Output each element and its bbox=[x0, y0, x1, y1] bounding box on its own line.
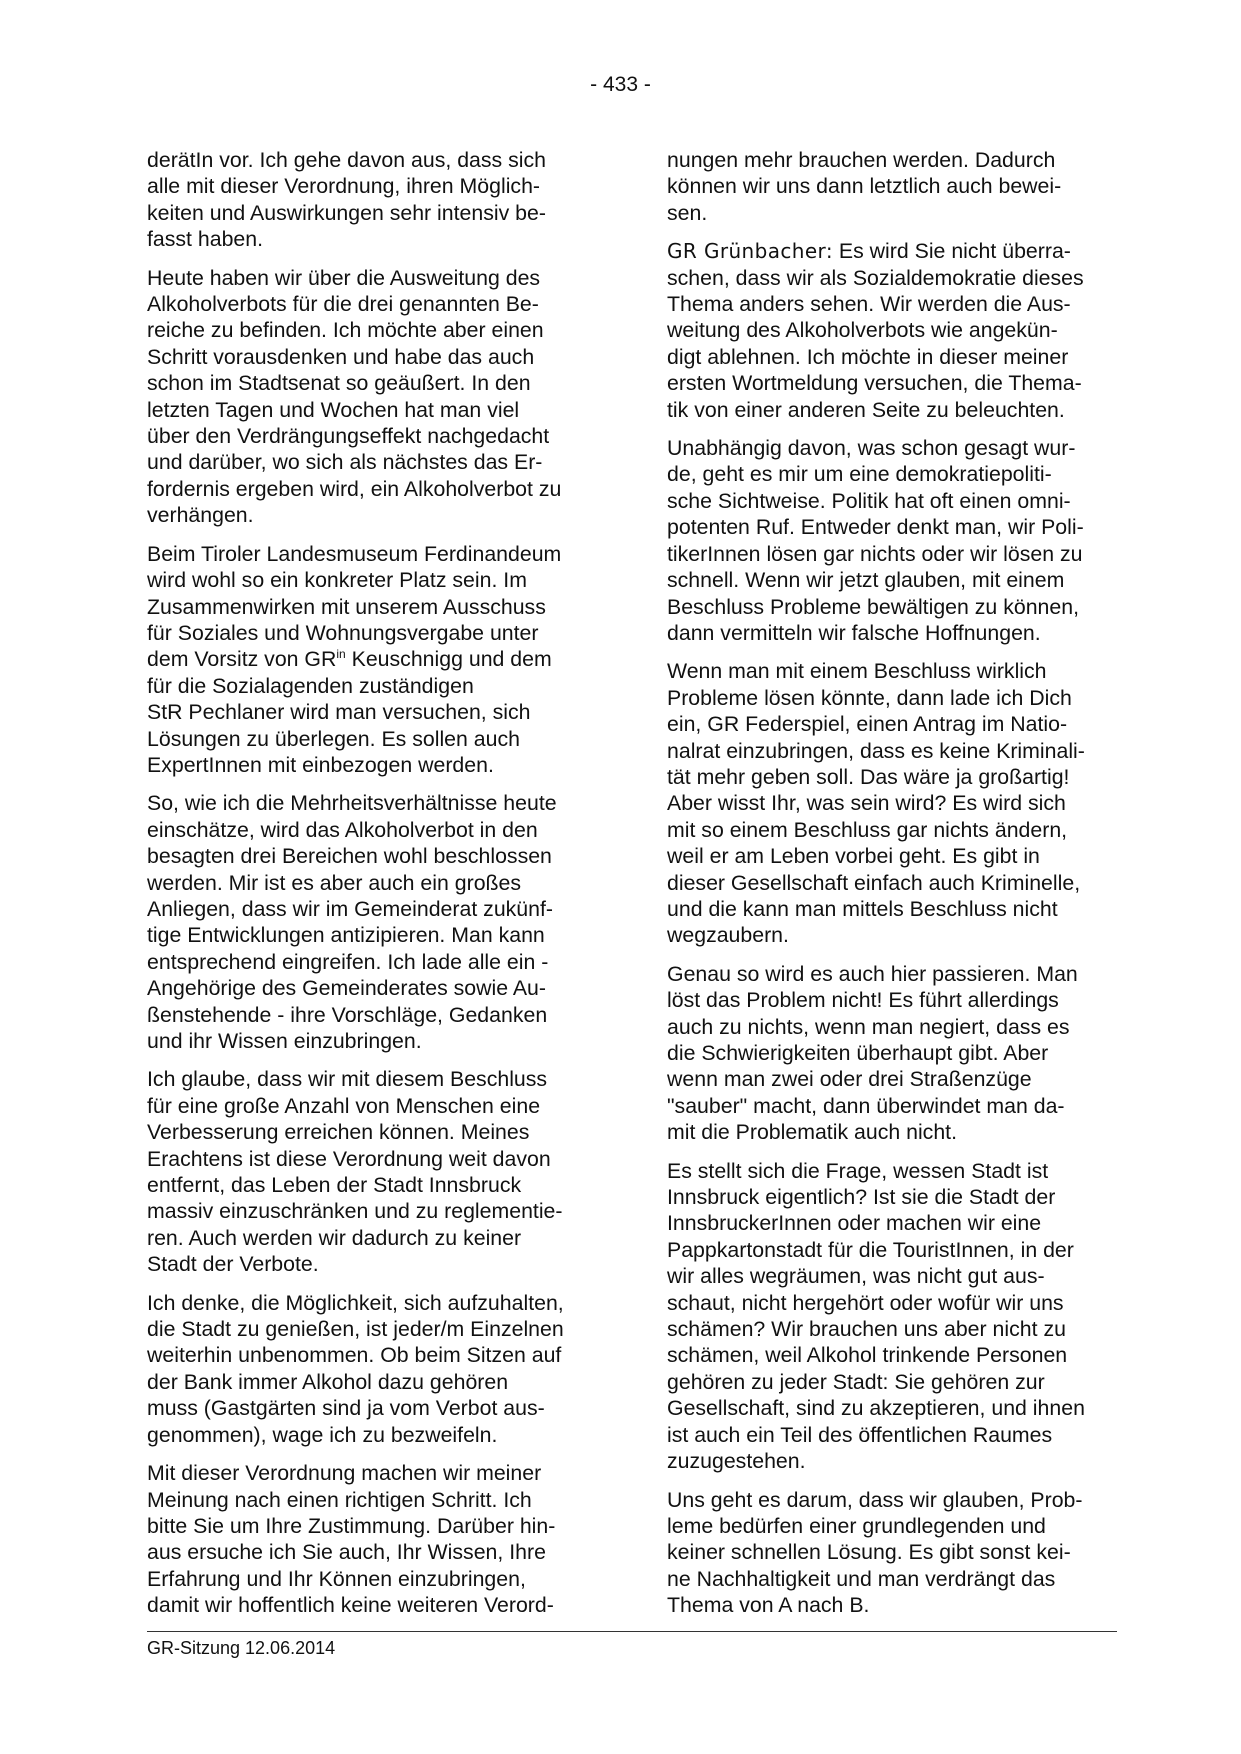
paragraph-text: Keuschnigg und dem für die Sozialagenden zuständigen StR Pechlaner wird man versuchen, sich Lösungen zu überlegen. Es sollen auch ExpertInnen mit einbezogen werden. bbox=[147, 647, 552, 777]
paragraph: Es stellt sich die Frage, wessen Stadt ist Innsbruck eigentlich? Ist sie die Stadt der InnsbruckerInnen oder machen wir eine Pappkartonstadt für die TouristInnen, in der wir alles wegräumen, was nicht gut aus- schaut, nicht hergehört oder wofür wir uns schämen? Wir brauchen uns aber nicht zu schämen, weil Alkohol trinkende Personen gehören zu jeder Stadt: Sie gehören zur Gesellschaft, sind zu akzeptieren, und ihnen ist auch ein Teil des öffentlichen Raumes zuzugestehen. bbox=[667, 1158, 1085, 1474]
paragraph-text: Es wird Sie nicht überra- schen, dass wir als Sozialdemokratie dieses Thema anders sehen. Wir werden die Aus- weitung des Alkoholverbots wie angekün- digt ablehnen. Ich möchte in dieser meiner ersten Wortmeldung versuchen, die Thema- tik von einer anderen Seite zu beleuchten. bbox=[667, 239, 1084, 422]
paragraph: Genau so wird es auch hier passieren. Man löst das Problem nicht! Es führt allerdings auch zu nichts, wenn man negiert, dass es die Schwierigkeiten überhaupt gibt. Aber wenn man zwei oder drei Straßenzüge "sauber" macht, dann überwindet man da- mit die Problematik auch nicht. bbox=[667, 961, 1078, 1145]
paragraph: Ich denke, die Möglichkeit, sich aufzuhalten, die Stadt zu genießen, ist jeder/m Einzelnen weiterhin unbenommen. Ob beim Sitzen auf der Bank immer Alkohol dazu gehören muss (Gastgärten sind ja vom Verbot aus- genommen), wage ich zu bezweifeln. bbox=[147, 1290, 564, 1447]
paragraph: Mit dieser Verordnung machen wir meiner Meinung nach einen richtigen Schritt. Ich bitte Sie um Ihre Zustimmung. Darüber hin- aus ersuche ich Sie auch, Ihr Wissen, Ihre Erfahrung und Ihr Können einzubringen, damit wir hoffentlich keine weiteren Verord- bbox=[147, 1461, 556, 1618]
paragraph: nungen mehr brauchen werden. Dadurch können wir uns dann letztlich auch bewei- sen. bbox=[667, 148, 1062, 225]
speaker-name: GR Grünbacher: bbox=[667, 239, 833, 264]
paragraph: Ich glaube, dass wir mit diesem Beschluss für eine große Anzahl von Menschen eine Verbesserung erreichen können. Meines Erachtens ist diese Verordnung weit davon entfernt, das Leben der Stadt Innsbruck massiv einzuschränken und zu reglementie- ren. Auch werden wir dadurch zu keiner Stadt der Verbote. bbox=[147, 1067, 563, 1277]
page-number: - 433 - bbox=[590, 73, 651, 96]
paragraph: Wenn man mit einem Beschluss wirklich Probleme lösen könnte, dann lade ich Dich ein, GR Federspiel, einen Antrag im Natio- nalrat einzubringen, dass es keine Kriminali- tät mehr geben soll. Das wäre ja großartig! Aber wisst Ihr, was sein wird? Es wird sich mit so einem Beschluss gar nichts ändern, weil er am Leben vorbei geht. Es gibt in dieser Gesellschaft einfach auch Kriminelle, und die kann man mittels Beschluss nicht wegzaubern. bbox=[667, 659, 1085, 948]
footer-text: GR-Sitzung 12.06.2014 bbox=[147, 1638, 336, 1658]
paragraph bbox=[147, 541, 597, 779]
paragraph: So, wie ich die Mehrheitsverhältnisse heute einschätze, wird das Alkoholverbot in den besagten drei Bereichen wohl beschlossen werden. Mir ist es aber auch ein großes Anliegen, dass wir im Gemeinderat zukünf- tige Entwicklungen antizipieren. Man kann entsprechend eingreifen. Ich lade alle ein - Angehörige des Gemeinderates sowie Au- ßenstehende - ihre Vorschläge, Gedanken und ihr Wissen einzubringen. bbox=[147, 791, 557, 1053]
footer-divider bbox=[147, 1631, 1117, 1632]
paragraph: Unabhängig davon, was schon gesagt wur- de, geht es mir um eine demokratiepoliti- sche Sichtweise. Politik hat oft einen omni- potenten Ruf. Entweder denkt man, wir Poli- tikerInnen lösen gar nichts oder wir lösen zu schnell. Wenn wir jetzt glauben, mit einem Beschluss Probleme bewältigen zu können, dann vermitteln wir falsche Hoffnungen. bbox=[667, 436, 1084, 645]
paragraph-text: Beim Tiroler Landesmuseum Ferdinandeum wird wohl so ein konkreter Platz sein. Im Zusammenwirken mit unserem Ausschuss für Soziales und Wohnungsvergabe unter dem Vorsitz von GR bbox=[147, 541, 562, 672]
paragraph: derätIn vor. Ich gehe davon aus, dass sich alle mit dieser Verordnung, ihren Möglich- keiten und Auswirkungen sehr intensiv be- fasst haben. bbox=[147, 148, 546, 252]
left-column bbox=[147, 147, 597, 1619]
paragraph: Heute haben wir über die Ausweitung des Alkoholverbots für die drei genannten Be- reiche zu befinden. Ich möchte aber einen Schritt vorausdenken und habe das auch schon im Stadtsenat so geäußert. In den letzten Tagen und Wochen hat man viel über den Verdrängungseffekt nachgedacht und darüber, wo sich als nächstes das Er- fordernis ergeben wird, ein Alkoholverbot zu verhängen. bbox=[147, 265, 562, 528]
superscript: in bbox=[336, 647, 346, 662]
paragraph: Uns geht es darum, dass wir glauben, Prob- leme bedürfen einer grundlegenden und keiner schnellen Lösung. Es gibt sonst kei- ne Nachhaltigkeit und man verdrängt das Thema von A nach B. bbox=[667, 1487, 1083, 1618]
paragraph bbox=[667, 238, 1117, 423]
right-column bbox=[667, 147, 1117, 1619]
